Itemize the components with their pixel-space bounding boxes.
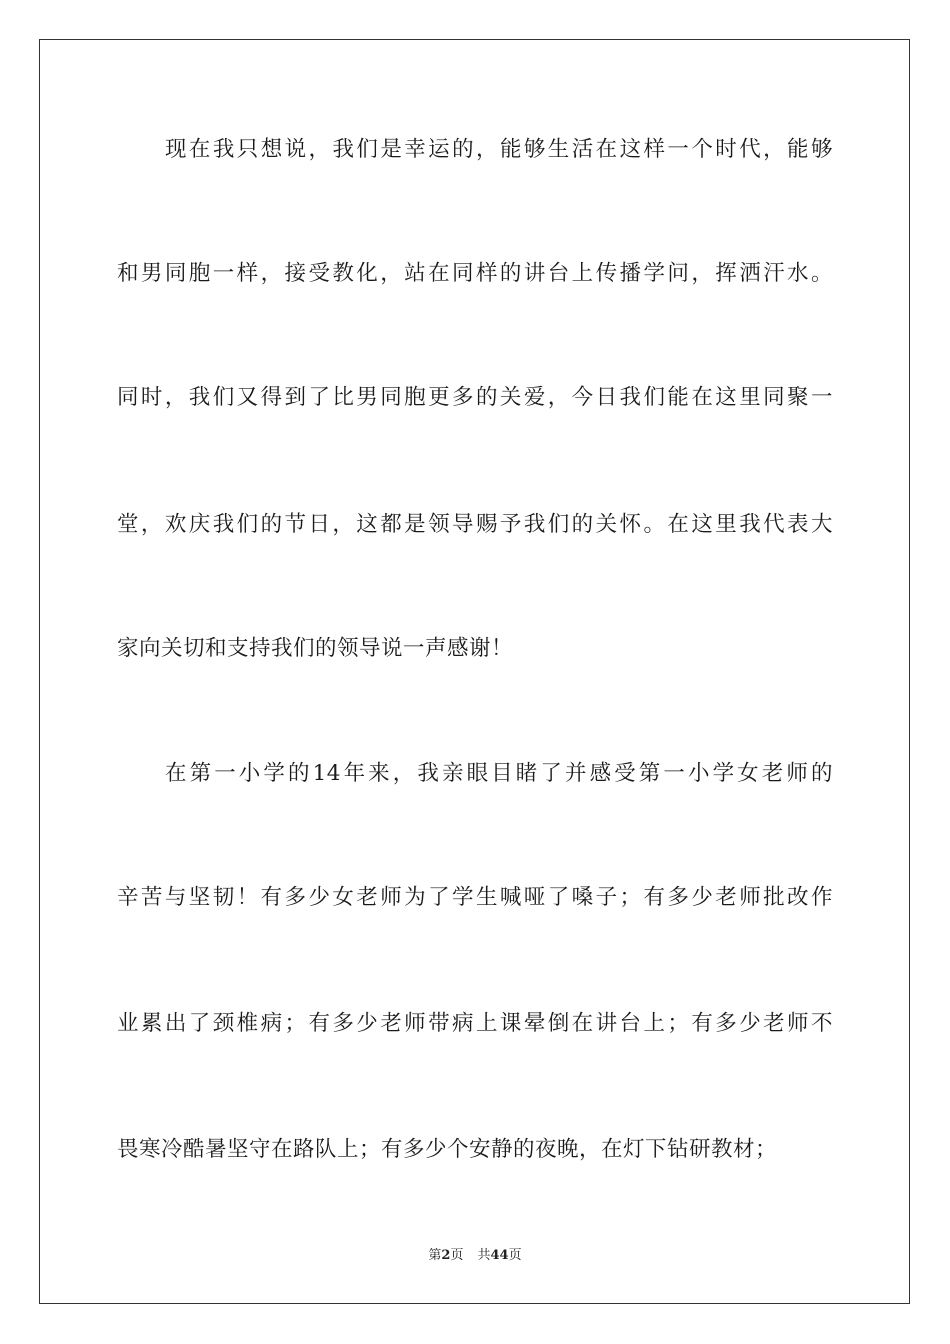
footer-page-suffix: 页 — [450, 1248, 464, 1263]
page-border — [39, 39, 910, 1304]
paragraph-1-line-5: 家向关切和支持我们的领导说一声感谢！ — [117, 636, 514, 661]
paragraph-1-line-3: 同时，我们又得到了比男同胞更多的关爱，今日我们能在这里同聚一 — [117, 385, 833, 410]
footer-page-prefix: 第 — [428, 1248, 442, 1263]
paragraph-2-line-4: 畏寒冷酷暑坚守在路队上；有多少个安静的夜晚，在灯下钻研教材； — [117, 1137, 778, 1162]
paragraph-2-line-3: 业累出了颈椎病；有多少老师带病上课晕倒在讲台上；有多少老师不 — [117, 1011, 833, 1036]
footer-total-pages: 44 — [490, 1248, 509, 1263]
paragraph-1-line-4: 堂，欢庆我们的节日，这都是领导赐予我们的关怀。在这里我代表大 — [117, 512, 833, 537]
page-footer — [0, 1247, 950, 1265]
footer-total-prefix: 共 — [477, 1248, 491, 1263]
paragraph-1-line-1: 现在我只想说，我们是幸运的，能够生活在这样一个时代，能够 — [165, 137, 833, 162]
paragraph-2-line-1: 在第一小学的14年来，我亲眼目睹了并感受第一小学女老师的 — [165, 761, 833, 786]
paragraph-1-line-2: 和男同胞一样，接受教化，站在同样的讲台上传播学问，挥洒汗水。 — [117, 261, 833, 286]
footer-total-suffix: 页 — [508, 1248, 522, 1263]
paragraph-2-line-2: 辛苦与坚韧！有多少女老师为了学生喊哑了嗓子；有多少老师批改作 — [117, 885, 833, 910]
footer-page-number: 2 — [441, 1248, 451, 1263]
